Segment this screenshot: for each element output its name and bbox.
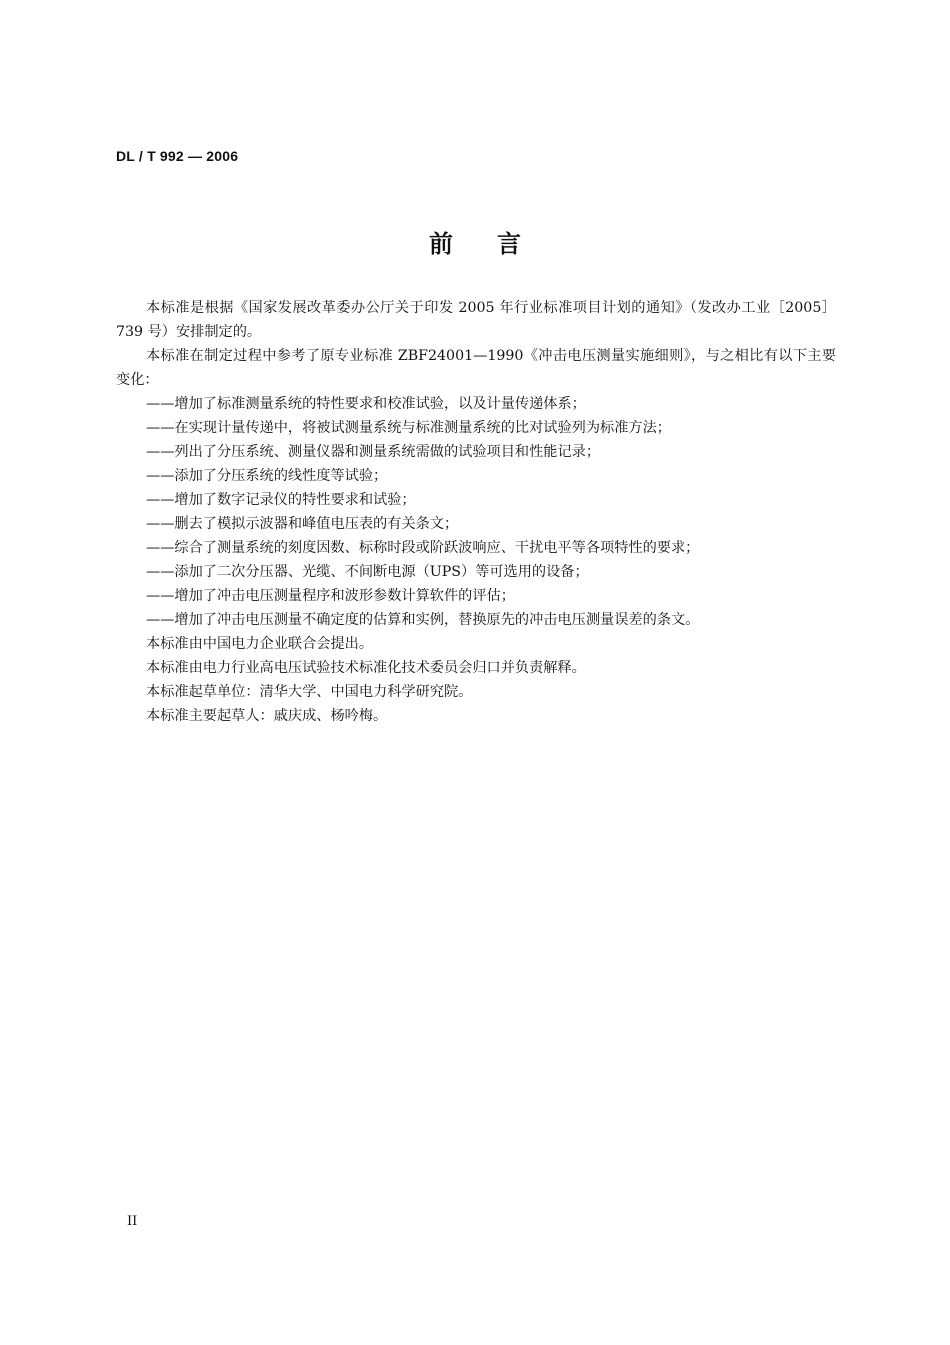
list-item: ——增加了冲击电压测量不确定度的估算和实例，替换原先的冲击电压测量误差的条文。 xyxy=(146,612,700,628)
reference-paragraph: 本标准在制定过程中参考了原专业标准 ZBF24001—1990《冲击电压测量实施细则》，与之相比有以下主要变化： xyxy=(116,348,836,388)
foreword-body xyxy=(116,296,836,728)
intro-paragraph: 本标准是根据《国家发展改革委办公厅关于印发 2005 年行业标准项目计划的通知》（发改办工业［2005］739 号）安排制定的。 xyxy=(116,300,836,340)
list-item: ——在实现计量传递中，将被试测量系统与标准测量系统的比对试验列为标准方法； xyxy=(146,420,671,436)
document-code: DL / T 992 — 2006 xyxy=(116,148,239,164)
list-item: ——增加了冲击电压测量程序和波形参数计算软件的评估； xyxy=(146,588,515,604)
list-item: ——增加了标准测量系统的特性要求和校准试验，以及计量传递体系； xyxy=(146,396,586,412)
list-item: ——删去了模拟示波器和峰值电压表的有关条文； xyxy=(146,516,459,532)
drafters-paragraph: 本标准主要起草人：戚庆成、杨吟梅。 xyxy=(146,708,388,724)
list-item: ——增加了数字记录仪的特性要求和试验； xyxy=(146,492,416,508)
interpreter-paragraph: 本标准由电力行业高电压试验技术标准化技术委员会归口并负责解释。 xyxy=(146,660,586,676)
list-item: ——添加了分压系统的线性度等试验； xyxy=(146,468,388,484)
proposer-paragraph: 本标准由中国电力企业联合会提出。 xyxy=(146,636,374,652)
list-item: ——列出了分压系统、测量仪器和测量系统需做的试验项目和性能记录； xyxy=(146,444,601,460)
list-item: ——添加了二次分压器、光缆、不间断电源（UPS）等可选用的设备； xyxy=(146,564,589,580)
page-number: II xyxy=(127,1214,138,1229)
list-item: ——综合了测量系统的刻度因数、标称时段或阶跃波响应、干扰电平等各项特性的要求； xyxy=(146,540,700,556)
page-title: 前言 xyxy=(429,230,565,258)
drafting-units-paragraph: 本标准起草单位：清华大学、中国电力科学研究院。 xyxy=(146,684,473,700)
